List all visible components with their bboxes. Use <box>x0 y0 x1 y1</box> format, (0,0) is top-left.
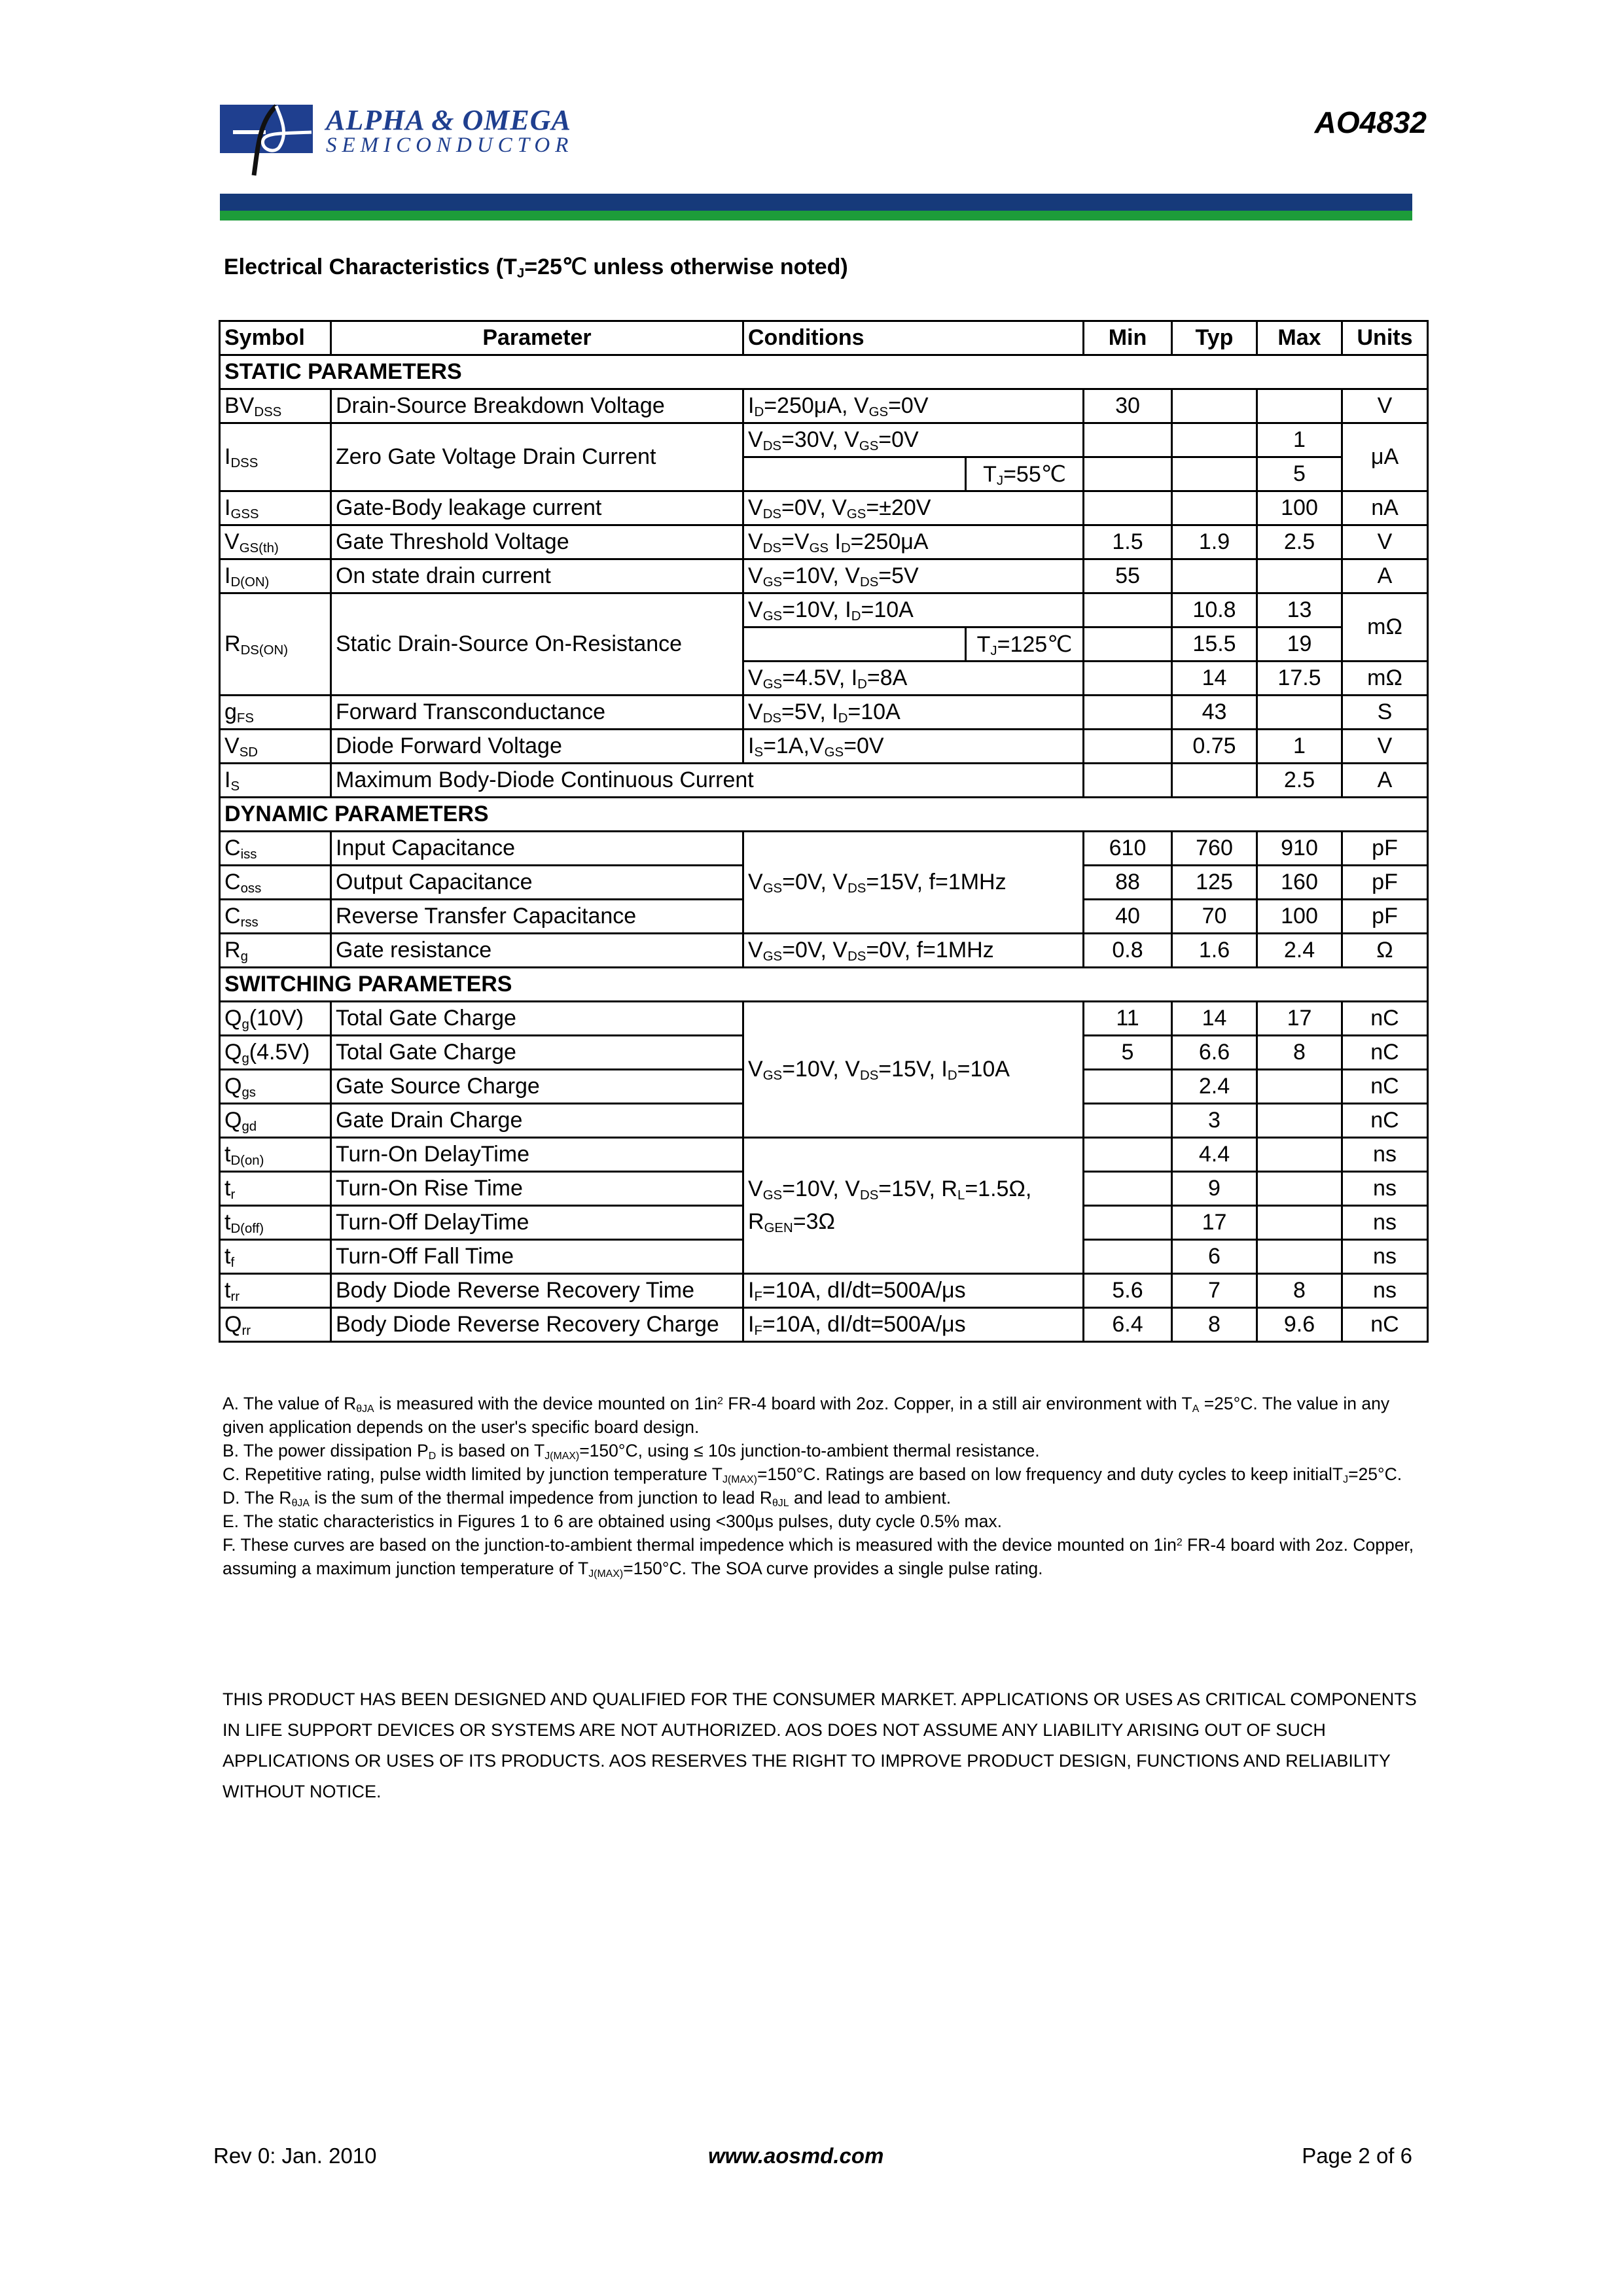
section-row <box>220 355 1428 389</box>
header-bar-green <box>220 211 1412 221</box>
parameter-cell: Diode Forward Voltage <box>331 730 743 764</box>
units-cell: nC <box>1342 1104 1428 1138</box>
note-b: B. The power dissipation $P_D$ is based on $T_{J(MAX)}=150^\circ C$, using ≤ 10s junction-to-ambient thermal resistance. <box>223 1441 1040 1462</box>
units-cell: Ω <box>1342 934 1428 968</box>
parameter-cell: Reverse Transfer Capacitance <box>331 900 743 934</box>
units-cell: V <box>1342 389 1428 423</box>
max-cell <box>1257 1104 1342 1138</box>
section-row <box>220 798 1428 832</box>
disclaimer: THIS PRODUCT HAS BEEN DESIGNED AND QUALIFIED FOR THE CONSUMER MARKET. APPLICATIONS OR USES AS CRITICAL COMPONENTS IN LIFE SUPPORT DEVICES OR SYSTEMS ARE NOT AUTHORIZED. AOS DOES NOT ASSUME ANY LIABILITY ARISING OUT OF SUCH APPLICATIONS OR USES OF ITS PRODUCTS. AOS RESERVES THE RIGHT TO IMPROVE PRODUCT DESIGN, FUNCTIONS AND RELIABILITY WITHOUT NOTICE. <box>223 1689 1417 1801</box>
conditions-cell: $V_{GS}=10V$, $V_{DS}=5V$ <box>743 559 1084 593</box>
typ-cell <box>1172 559 1257 593</box>
header-conditions: Conditions <box>743 321 1084 355</box>
typ-cell: 14 <box>1172 1002 1257 1036</box>
max-cell: 1 <box>1257 423 1342 457</box>
min-cell <box>1084 593 1172 627</box>
max-cell <box>1257 1172 1342 1206</box>
note-e: E. The static characteristics in Figures 1 to 6 are obtained using <300μs pulses, duty cycle 0.5% max. <box>223 1511 1002 1531</box>
symbol-cell: $t_{D(on)}$ <box>220 1138 331 1172</box>
min-cell <box>1084 730 1172 764</box>
conditions-cell: $V_{DS}=30V$, $V_{GS}=0V$ <box>743 423 1084 457</box>
alpha-omega-logo-icon <box>220 102 318 181</box>
typ-cell: 10.8 <box>1172 593 1257 627</box>
typ-cell: 6 <box>1172 1240 1257 1274</box>
parameter-cell: Total Gate Charge <box>331 1036 743 1070</box>
parameter-cell: Body Diode Reverse Recovery Time <box>331 1274 743 1308</box>
units-cell: nC <box>1342 1036 1428 1070</box>
section-dynamic: DYNAMIC PARAMETERS <box>220 798 1428 832</box>
conditions-cell: $V_{GS}=10V$, $I_D=10A$ <box>743 593 1084 627</box>
max-cell: 8 <box>1257 1274 1342 1308</box>
units-cell: V <box>1342 730 1428 764</box>
symbol-cell: $I_S$ <box>220 764 331 798</box>
table-row <box>220 1002 1428 1036</box>
temp-condition-cell: $T_J=125℃$ <box>966 627 1084 662</box>
conditions-cell: $V_{GS}=10V$, $V_{DS}=15V$, $I_D=10A$ <box>743 1002 1084 1138</box>
max-cell <box>1257 1240 1342 1274</box>
max-cell <box>1257 1070 1342 1104</box>
footer-url-link[interactable]: www.aosmd.com <box>708 2144 884 2168</box>
typ-cell: 7 <box>1172 1274 1257 1308</box>
header-bar-blue <box>220 194 1412 211</box>
max-cell: 19 <box>1257 627 1342 662</box>
typ-cell <box>1172 389 1257 423</box>
header-parameter: Parameter <box>331 321 743 355</box>
header-units: Units <box>1342 321 1428 355</box>
max-cell: 13 <box>1257 593 1342 627</box>
conditions-cell: $V_{DS}=0V$, $V_{GS}=\pm 20V$ <box>743 491 1084 525</box>
symbol-cell: $I_{GSS}$ <box>220 491 331 525</box>
min-cell <box>1084 1138 1172 1172</box>
symbol-cell: $C_{oss}$ <box>220 866 331 900</box>
symbol-cell: $R_{DS(ON)}$ <box>220 593 331 696</box>
min-cell: 1.5 <box>1084 525 1172 559</box>
parameter-cell: Gate Source Charge <box>331 1070 743 1104</box>
footer-page-number: Page 2 of 6 <box>1302 2144 1412 2168</box>
parameter-cell: Total Gate Charge <box>331 1002 743 1036</box>
table-row <box>220 832 1428 866</box>
note-c: C. Repetitive rating, pulse width limited by junction temperature $T_{J(MAX)}=150^\circ C$. Ratings are based on low frequency and duty cycles to keep initialT$_J$=25°C. <box>223 1464 1402 1485</box>
max-cell <box>1257 696 1342 730</box>
units-cell: ns <box>1342 1172 1428 1206</box>
table-row <box>220 1274 1428 1308</box>
units-cell: nC <box>1342 1070 1428 1104</box>
header-max: Max <box>1257 321 1342 355</box>
table-row <box>220 764 1428 798</box>
typ-cell: 760 <box>1172 832 1257 866</box>
parameter-cell: Gate-Body leakage current <box>331 491 743 525</box>
table-row <box>220 1308 1428 1342</box>
units-cell: ns <box>1342 1138 1428 1172</box>
section-static: STATIC PARAMETERS <box>220 355 1428 389</box>
min-cell <box>1084 1240 1172 1274</box>
units-cell: nC <box>1342 1308 1428 1342</box>
units-cell: ns <box>1342 1274 1428 1308</box>
conditions-cell: $V_{DS}=5V$, $I_D=10A$ <box>743 696 1084 730</box>
parameter-cell: Turn-On DelayTime <box>331 1138 743 1172</box>
units-cell: A <box>1342 559 1428 593</box>
symbol-cell: $R_g$ <box>220 934 331 968</box>
max-cell: 9.6 <box>1257 1308 1342 1342</box>
typ-cell: 8 <box>1172 1308 1257 1342</box>
min-cell <box>1084 457 1172 491</box>
symbol-cell: $I_{DSS}$ <box>220 423 331 491</box>
min-cell <box>1084 662 1172 696</box>
symbol-cell: $V_{GS(th)}$ <box>220 525 331 559</box>
conditions-cell: $I_F=10A$, dI/dt=500A/μs <box>743 1274 1084 1308</box>
symbol-cell: $BV_{DSS}$ <box>220 389 331 423</box>
units-cell: pF <box>1342 832 1428 866</box>
parameter-cell: Gate resistance <box>331 934 743 968</box>
max-cell: 100 <box>1257 900 1342 934</box>
table-row <box>220 491 1428 525</box>
min-cell <box>1084 1206 1172 1240</box>
typ-cell: 1.6 <box>1172 934 1257 968</box>
max-cell: 8 <box>1257 1036 1342 1070</box>
typ-cell <box>1172 764 1257 798</box>
parameter-cell: Gate Drain Charge <box>331 1104 743 1138</box>
table-row <box>220 696 1428 730</box>
typ-cell: 0.75 <box>1172 730 1257 764</box>
symbol-cell: $Q_{gs}$ <box>220 1070 331 1104</box>
typ-cell: 14 <box>1172 662 1257 696</box>
max-cell: 5 <box>1257 457 1342 491</box>
typ-cell: 43 <box>1172 696 1257 730</box>
typ-cell <box>1172 491 1257 525</box>
symbol-cell: $Q_{gd}$ <box>220 1104 331 1138</box>
max-cell <box>1257 1206 1342 1240</box>
typ-cell: 6.6 <box>1172 1036 1257 1070</box>
min-cell: 88 <box>1084 866 1172 900</box>
typ-cell: 70 <box>1172 900 1257 934</box>
typ-cell: 2.4 <box>1172 1070 1257 1104</box>
note-f: F. These curves are based on the junction-to-ambient thermal impedence which is measured with the device mounted on $1in^2$ FR-4 board with 2oz. Copper, assuming a maximum junction temperature of $T_{J(MAX)}=150^\circ C$. The SOA curve provides a single pulse rating. <box>223 1535 1414 1580</box>
parameter-cell: Turn-On Rise Time <box>331 1172 743 1206</box>
parameter-cell: Turn-Off Fall Time <box>331 1240 743 1274</box>
symbol-cell: $t_{rr}$ <box>220 1274 331 1308</box>
parameter-cell: Gate Threshold Voltage <box>331 525 743 559</box>
min-cell: 55 <box>1084 559 1172 593</box>
company-logo <box>220 102 599 181</box>
units-cell: nC <box>1342 1002 1428 1036</box>
units-cell: mΩ <box>1342 662 1428 696</box>
section-switching: SWITCHING PARAMETERS <box>220 968 1428 1002</box>
typ-cell: 3 <box>1172 1104 1257 1138</box>
typ-cell: 1.9 <box>1172 525 1257 559</box>
symbol-cell: $C_{iss}$ <box>220 832 331 866</box>
min-cell: 30 <box>1084 389 1172 423</box>
symbol-cell: $t_{D(off)}$ <box>220 1206 331 1240</box>
table-row <box>220 1138 1428 1172</box>
note-a: A. The value of $R_{\theta JA}$ is measured with the device mounted on $1in^2$ FR-4 board with 2oz. Copper, in a still air environment with $T_A =25^\circ C$. The value in any given application depends on the user's specific board design. <box>223 1394 1390 1437</box>
symbol-cell: $V_{SD}$ <box>220 730 331 764</box>
conditions-cell: $I_D=250\mu A$, $V_{GS}=0V$ <box>743 389 1084 423</box>
header-min: Min <box>1084 321 1172 355</box>
note-d: D. The $R_{\theta JA}$ is the sum of the thermal impedence from junction to lead $R_{\theta JL}$ and lead to ambient. <box>223 1488 952 1509</box>
temp-condition-cell: $T_J=55℃$ <box>966 457 1084 491</box>
symbol-cell: $C_{rss}$ <box>220 900 331 934</box>
min-cell <box>1084 1172 1172 1206</box>
symbol-cell: $Q_g(10V)$ <box>220 1002 331 1036</box>
min-cell: 5.6 <box>1084 1274 1172 1308</box>
symbol-cell: $I_{D(ON)}$ <box>220 559 331 593</box>
symbol-cell: $g_{FS}$ <box>220 696 331 730</box>
table-caption: Electrical Characteristics ($T_J=25℃$ unless otherwise noted) <box>224 255 848 281</box>
max-cell <box>1257 389 1342 423</box>
min-cell: 11 <box>1084 1002 1172 1036</box>
typ-cell: 4.4 <box>1172 1138 1257 1172</box>
typ-cell <box>1172 457 1257 491</box>
brand-name: ALPHA & OMEGA <box>326 104 571 136</box>
units-cell: mΩ <box>1342 593 1428 662</box>
max-cell: 17 <box>1257 1002 1342 1036</box>
typ-cell: 125 <box>1172 866 1257 900</box>
max-cell: 2.4 <box>1257 934 1342 968</box>
parameter-cell: Output Capacitance <box>331 866 743 900</box>
conditions-cell <box>743 457 966 491</box>
table-row <box>220 525 1428 559</box>
table-row <box>220 559 1428 593</box>
typ-cell: 17 <box>1172 1206 1257 1240</box>
conditions-cell: $V_{DS}=V_{GS}$ $I_D=250\mu A$ <box>743 525 1084 559</box>
units-cell: S <box>1342 696 1428 730</box>
footer-revision: Rev 0: Jan. 2010 <box>213 2144 377 2168</box>
table-row <box>220 730 1428 764</box>
min-cell <box>1084 1104 1172 1138</box>
parameter-cell: Maximum Body-Diode Continuous Current <box>331 764 1084 798</box>
symbol-cell: $t_r$ <box>220 1172 331 1206</box>
min-cell <box>1084 1070 1172 1104</box>
table-row <box>220 934 1428 968</box>
min-cell: 40 <box>1084 900 1172 934</box>
typ-cell: 9 <box>1172 1172 1257 1206</box>
min-cell <box>1084 423 1172 457</box>
max-cell: 100 <box>1257 491 1342 525</box>
typ-cell: 15.5 <box>1172 627 1257 662</box>
max-cell: 2.5 <box>1257 764 1342 798</box>
conditions-cell <box>743 627 966 662</box>
header-typ: Typ <box>1172 321 1257 355</box>
units-cell: pF <box>1342 900 1428 934</box>
max-cell: 910 <box>1257 832 1342 866</box>
units-cell: A <box>1342 764 1428 798</box>
table-row <box>220 389 1428 423</box>
section-row <box>220 968 1428 1002</box>
footnotes <box>223 1392 1420 1580</box>
conditions-cell: $V_{GS}=0V$, $V_{DS}=0V$, f=1MHz <box>743 934 1084 968</box>
header-symbol: Symbol <box>220 321 331 355</box>
min-cell: 5 <box>1084 1036 1172 1070</box>
max-cell: 2.5 <box>1257 525 1342 559</box>
units-cell: ns <box>1342 1206 1428 1240</box>
symbol-cell: $Q_g(4.5V)$ <box>220 1036 331 1070</box>
table-row <box>220 593 1428 627</box>
conditions-cell: $V_{GS}=0V$, $V_{DS}=15V$, f=1MHz <box>743 832 1084 934</box>
parameter-cell: Static Drain-Source On-Resistance <box>331 593 743 696</box>
parameter-cell: Turn-Off DelayTime <box>331 1206 743 1240</box>
conditions-cell: $I_F=10A$, dI/dt=500A/μs <box>743 1308 1084 1342</box>
min-cell: 6.4 <box>1084 1308 1172 1342</box>
electrical-characteristics-table <box>219 320 1429 1343</box>
parameter-cell: On state drain current <box>331 559 743 593</box>
typ-cell <box>1172 423 1257 457</box>
min-cell <box>1084 491 1172 525</box>
max-cell <box>1257 559 1342 593</box>
parameter-cell: Body Diode Reverse Recovery Charge <box>331 1308 743 1342</box>
min-cell <box>1084 627 1172 662</box>
units-cell: ns <box>1342 1240 1428 1274</box>
max-cell <box>1257 1138 1342 1172</box>
table-header-row <box>220 321 1428 355</box>
max-cell: 17.5 <box>1257 662 1342 696</box>
conditions-cell: $V_{GS}=4.5V$, $I_D=8A$ <box>743 662 1084 696</box>
max-cell: 1 <box>1257 730 1342 764</box>
symbol-cell: $t_f$ <box>220 1240 331 1274</box>
units-cell: nA <box>1342 491 1428 525</box>
parameter-cell: Zero Gate Voltage Drain Current <box>331 423 743 491</box>
units-cell: μA <box>1342 423 1428 491</box>
table-row <box>220 423 1428 457</box>
min-cell: 0.8 <box>1084 934 1172 968</box>
conditions-cell: $V_{GS}=10V$, $V_{DS}=15V$, $R_L=1.5\Omega$, $R_{GEN}=3\Omega$ <box>743 1138 1084 1274</box>
part-number: AO4832 <box>1314 105 1427 139</box>
conditions-cell: $I_S=1A,V_{GS}=0V$ <box>743 730 1084 764</box>
units-cell: pF <box>1342 866 1428 900</box>
symbol-cell: $Q_{rr}$ <box>220 1308 331 1342</box>
parameter-cell: Input Capacitance <box>331 832 743 866</box>
min-cell <box>1084 764 1172 798</box>
max-cell: 160 <box>1257 866 1342 900</box>
min-cell: 610 <box>1084 832 1172 866</box>
parameter-cell: Forward Transconductance <box>331 696 743 730</box>
brand-subtitle: SEMICONDUCTOR <box>326 133 574 157</box>
units-cell: V <box>1342 525 1428 559</box>
parameter-cell: Drain-Source Breakdown Voltage <box>331 389 743 423</box>
min-cell <box>1084 696 1172 730</box>
